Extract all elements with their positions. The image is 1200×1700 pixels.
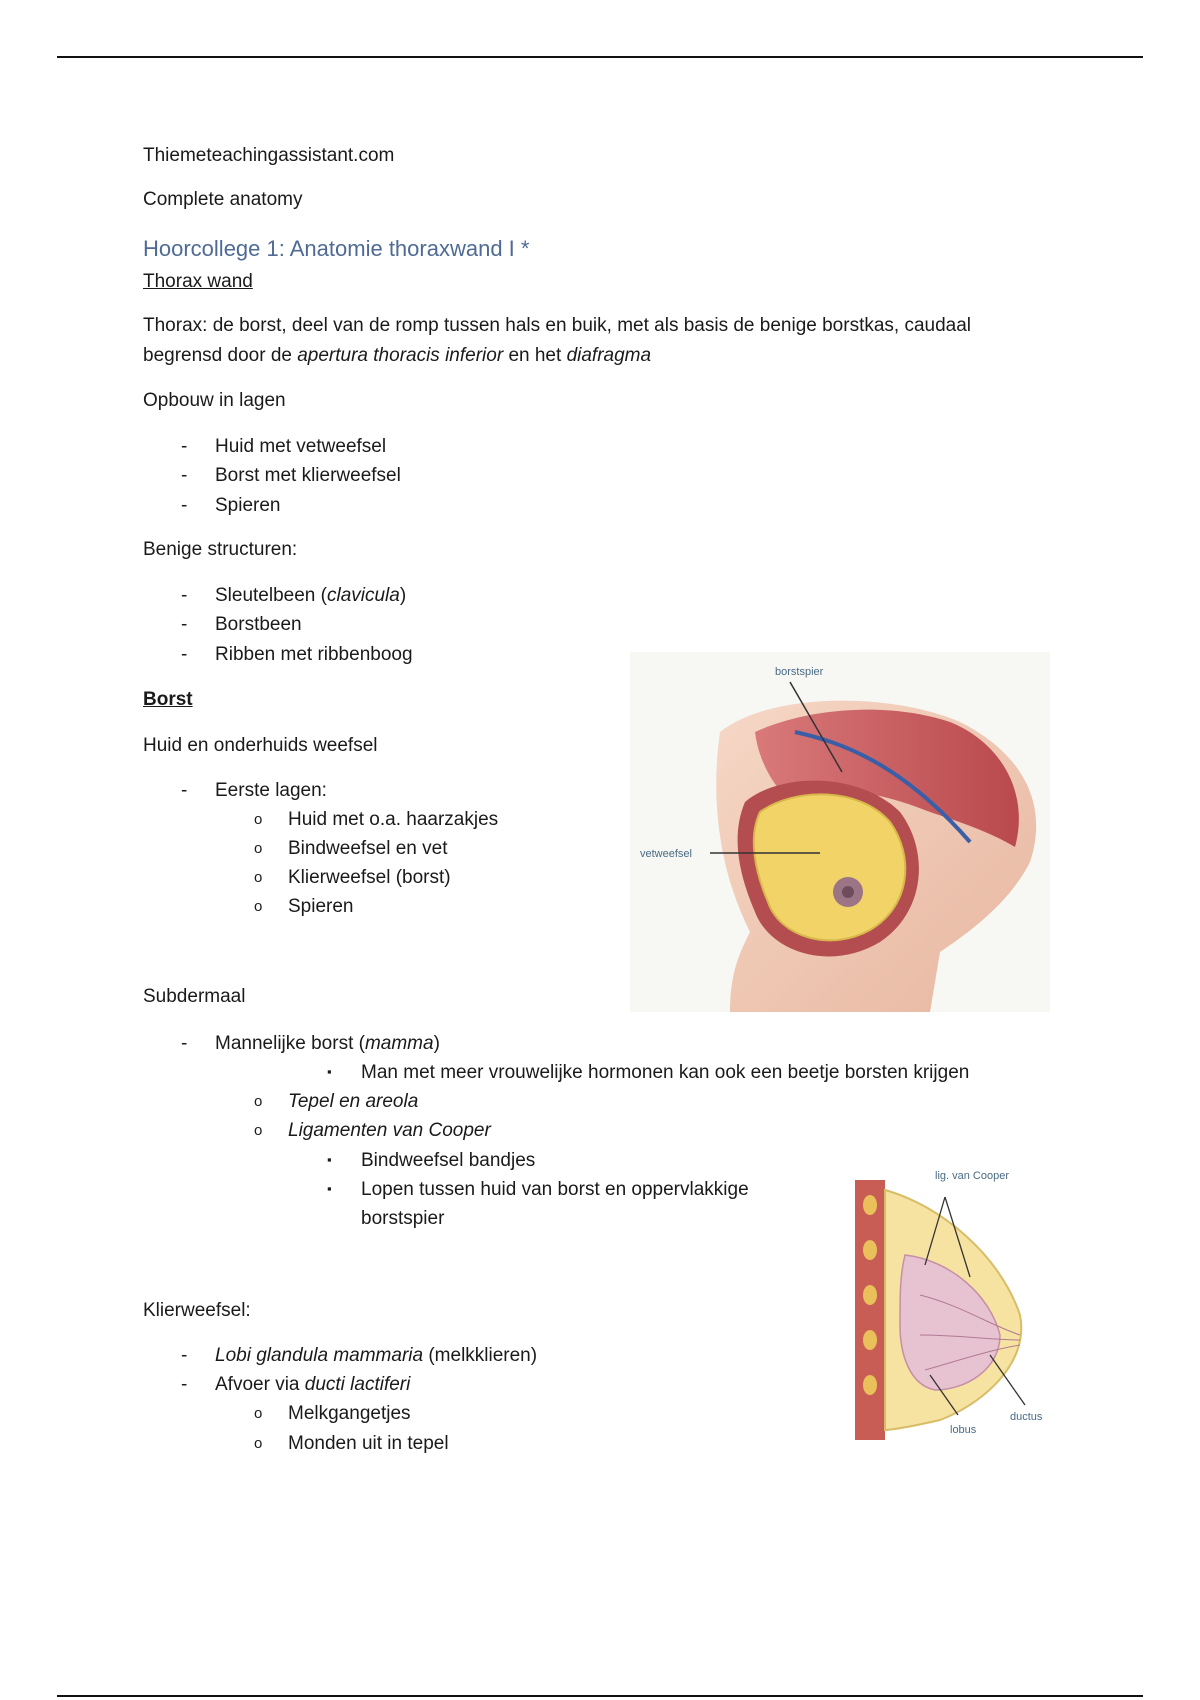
- list-item: [254, 896, 354, 919]
- list-item: [327, 1062, 970, 1085]
- skin-label: Huid en onderhuids weefsel: [143, 735, 378, 756]
- layers-label: Opbouw in lagen: [143, 390, 286, 411]
- circle-marker: o: [254, 1093, 263, 1110]
- page-title: Hoorcollege 1: Anatomie thoraxwand I *: [143, 236, 530, 261]
- label-borstspier: borstspier: [775, 666, 824, 678]
- subdermal-label: Subdermaal: [143, 986, 246, 1007]
- dash-marker: -: [181, 436, 188, 457]
- list-item: [181, 585, 407, 608]
- list-item-text: Tepel en areola: [288, 1091, 419, 1112]
- circle-marker: o: [254, 1122, 263, 1139]
- term-ducti: ducti lactiferi: [304, 1374, 411, 1395]
- list-item-text: Klierweefsel (borst): [288, 867, 451, 888]
- label-ductus: ductus: [1010, 1411, 1043, 1423]
- list-item: [181, 1374, 411, 1397]
- list-item: [254, 1433, 449, 1456]
- list-item: [254, 1091, 419, 1114]
- text-fragment: (melkklieren): [423, 1345, 538, 1366]
- text-fragment: Afvoer via: [215, 1374, 305, 1395]
- list-item: [181, 614, 302, 637]
- list-item-text: Melkgangetjes: [288, 1403, 411, 1424]
- list-item: [254, 838, 448, 861]
- list-item: [181, 644, 413, 667]
- term-apertura: apertura thoracis inferior: [297, 345, 504, 366]
- list-item: [181, 495, 281, 518]
- list-item-text: Huid met o.a. haarzakjes: [288, 809, 499, 830]
- text-fragment: begrensd door de: [143, 345, 298, 366]
- text-fragment: Mannelijke borst (: [215, 1033, 365, 1054]
- thorax-definition-line1: Thorax: de borst, deel van de romp tussen hals en buik, met als basis de benige borstkas, caudaal: [143, 315, 972, 336]
- list-item-text: Man met meer vrouwelijke hormonen kan ook een beetje borsten krijgen: [361, 1062, 970, 1083]
- breast-anatomy-figure: [630, 652, 1050, 1012]
- list-item-text: Bindweefsel bandjes: [361, 1150, 536, 1171]
- term-lobi: Lobi glandula mammaria: [215, 1345, 424, 1366]
- list-item-text: Spieren: [288, 896, 354, 917]
- list-item: [254, 1120, 491, 1143]
- dash-marker: -: [181, 1345, 188, 1366]
- label-vetweefsel: vetweefsel: [640, 848, 692, 860]
- list-item-text: Spieren: [215, 495, 281, 516]
- label-lobus: lobus: [950, 1424, 977, 1436]
- subtitle: Complete anatomy: [143, 189, 303, 210]
- list-item-text: borstspier: [361, 1208, 445, 1229]
- thorax-definition-line2: [143, 345, 651, 368]
- circle-marker: o: [254, 811, 263, 828]
- bony-label: Benige structuren:: [143, 539, 298, 560]
- list-item-text: Lopen tussen huid van borst en oppervlakkige: [361, 1179, 749, 1200]
- term-mamma: mamma: [364, 1033, 434, 1054]
- square-marker: ▪: [327, 1181, 332, 1196]
- section-heading-thorax: Thorax wand: [143, 271, 253, 292]
- chest-wall-muscle-shape: [855, 1180, 885, 1440]
- list-item: [181, 1033, 440, 1056]
- circle-marker: o: [254, 840, 263, 857]
- list-item-text: Bindweefsel en vet: [288, 838, 448, 859]
- bottom-rule: [57, 1695, 1143, 1697]
- list-item: [254, 809, 499, 832]
- term-clavicula: clavicula: [326, 585, 400, 606]
- square-marker: ▪: [327, 1152, 332, 1167]
- square-marker: ▪: [327, 1064, 332, 1079]
- list-item: [181, 1345, 538, 1368]
- circle-marker: o: [254, 898, 263, 915]
- list-item: [181, 465, 401, 488]
- list-item-continuation: [361, 1208, 444, 1231]
- dash-marker: -: [181, 1374, 188, 1395]
- list-item-text: Borst met klierweefsel: [215, 465, 401, 486]
- text-fragment: en het: [503, 345, 567, 366]
- label-cooper: lig. van Cooper: [935, 1170, 1009, 1182]
- dash-marker: -: [181, 1033, 188, 1054]
- term-diafragma: diafragma: [566, 345, 652, 366]
- dash-marker: -: [181, 644, 188, 665]
- list-item: [254, 867, 451, 890]
- dash-marker: -: [181, 585, 188, 606]
- dash-marker: -: [181, 780, 188, 801]
- text-fragment: Sleutelbeen (: [215, 585, 327, 606]
- gland-label: Klierweefsel:: [143, 1300, 251, 1321]
- list-item: [181, 436, 387, 459]
- text-fragment: ): [399, 585, 407, 606]
- nipple-shape: [842, 886, 854, 898]
- list-item: [254, 1403, 411, 1426]
- list-item-text: Monden uit in tepel: [288, 1433, 449, 1454]
- top-rule: [57, 56, 1143, 58]
- list-item-text: Eerste lagen:: [215, 780, 327, 801]
- dash-marker: -: [181, 495, 188, 516]
- source-line: Thiemeteachingassistant.com: [143, 145, 395, 166]
- list-item-text: Ribben met ribbenboog: [215, 644, 413, 665]
- breast-section-figure: [850, 1165, 1060, 1445]
- circle-marker: o: [254, 1435, 263, 1452]
- list-item: [327, 1150, 536, 1173]
- circle-marker: o: [254, 1405, 263, 1422]
- list-item: [181, 780, 327, 803]
- text-fragment: ): [433, 1033, 440, 1054]
- list-item-text: Borstbeen: [215, 614, 302, 635]
- circle-marker: o: [254, 869, 263, 886]
- dash-marker: -: [181, 465, 188, 486]
- list-item-text: Huid met vetweefsel: [215, 436, 387, 457]
- list-item-text: Ligamenten van Cooper: [288, 1120, 491, 1141]
- list-item: [327, 1179, 749, 1202]
- section-heading-borst: Borst: [143, 689, 193, 710]
- dash-marker: -: [181, 614, 188, 635]
- fat-tissue-shape: [754, 794, 905, 940]
